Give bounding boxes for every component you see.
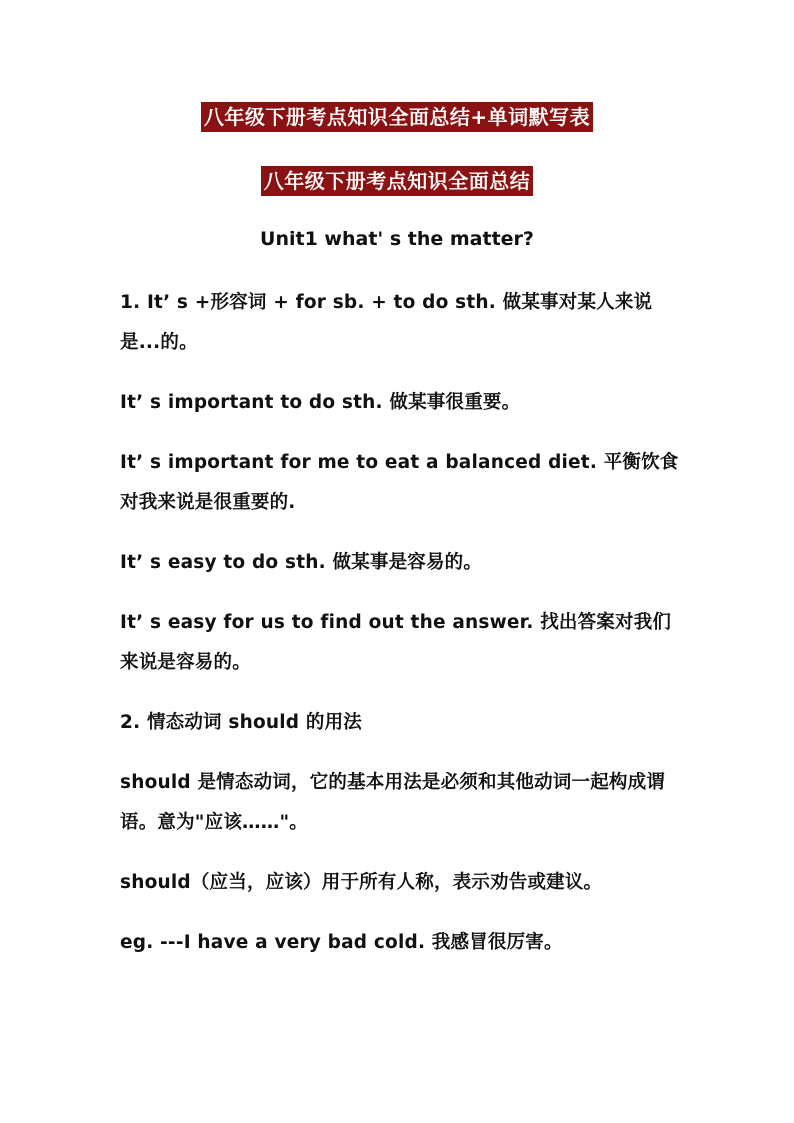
paragraph-2: It’ s important to do sth. 做某事很重要。 xyxy=(120,392,521,413)
sub-title-row xyxy=(0,166,794,196)
content-body xyxy=(120,283,680,983)
paragraph-7: should 是情态动词，它的基本用法是必须和其他动词一起构成谓语。意为"应该……"。 xyxy=(120,772,665,833)
unit-heading: Unit1 what' s the matter? xyxy=(260,228,534,250)
paragraph-6: 2. 情态动词 should 的用法 xyxy=(120,712,362,733)
sub-title: 八年级下册考点知识全面总结 xyxy=(261,166,534,196)
paragraph-3: It’ s important for me to eat a balanced diet. 平衡饮食对我来说是很重要的. xyxy=(120,452,679,513)
paragraph-8: should（应当，应该）用于所有人称，表示劝告或建议。 xyxy=(120,872,603,893)
paragraph-5: It’ s easy for us to find out the answer. 找出答案对我们来说是容易的。 xyxy=(120,612,672,673)
paragraph-9: eg. ---I have a very bad cold. 我感冒很厉害。 xyxy=(120,932,563,953)
paragraph-1: 1. It’ s +形容词 + for sb. + to do sth. 做某事对某人来说是...的。 xyxy=(120,292,653,353)
main-title: 八年级下册考点知识全面总结+单词默写表 xyxy=(201,102,593,132)
paragraph-4: It’ s easy to do sth. 做某事是容易的。 xyxy=(120,552,483,573)
main-title-row xyxy=(0,102,794,132)
